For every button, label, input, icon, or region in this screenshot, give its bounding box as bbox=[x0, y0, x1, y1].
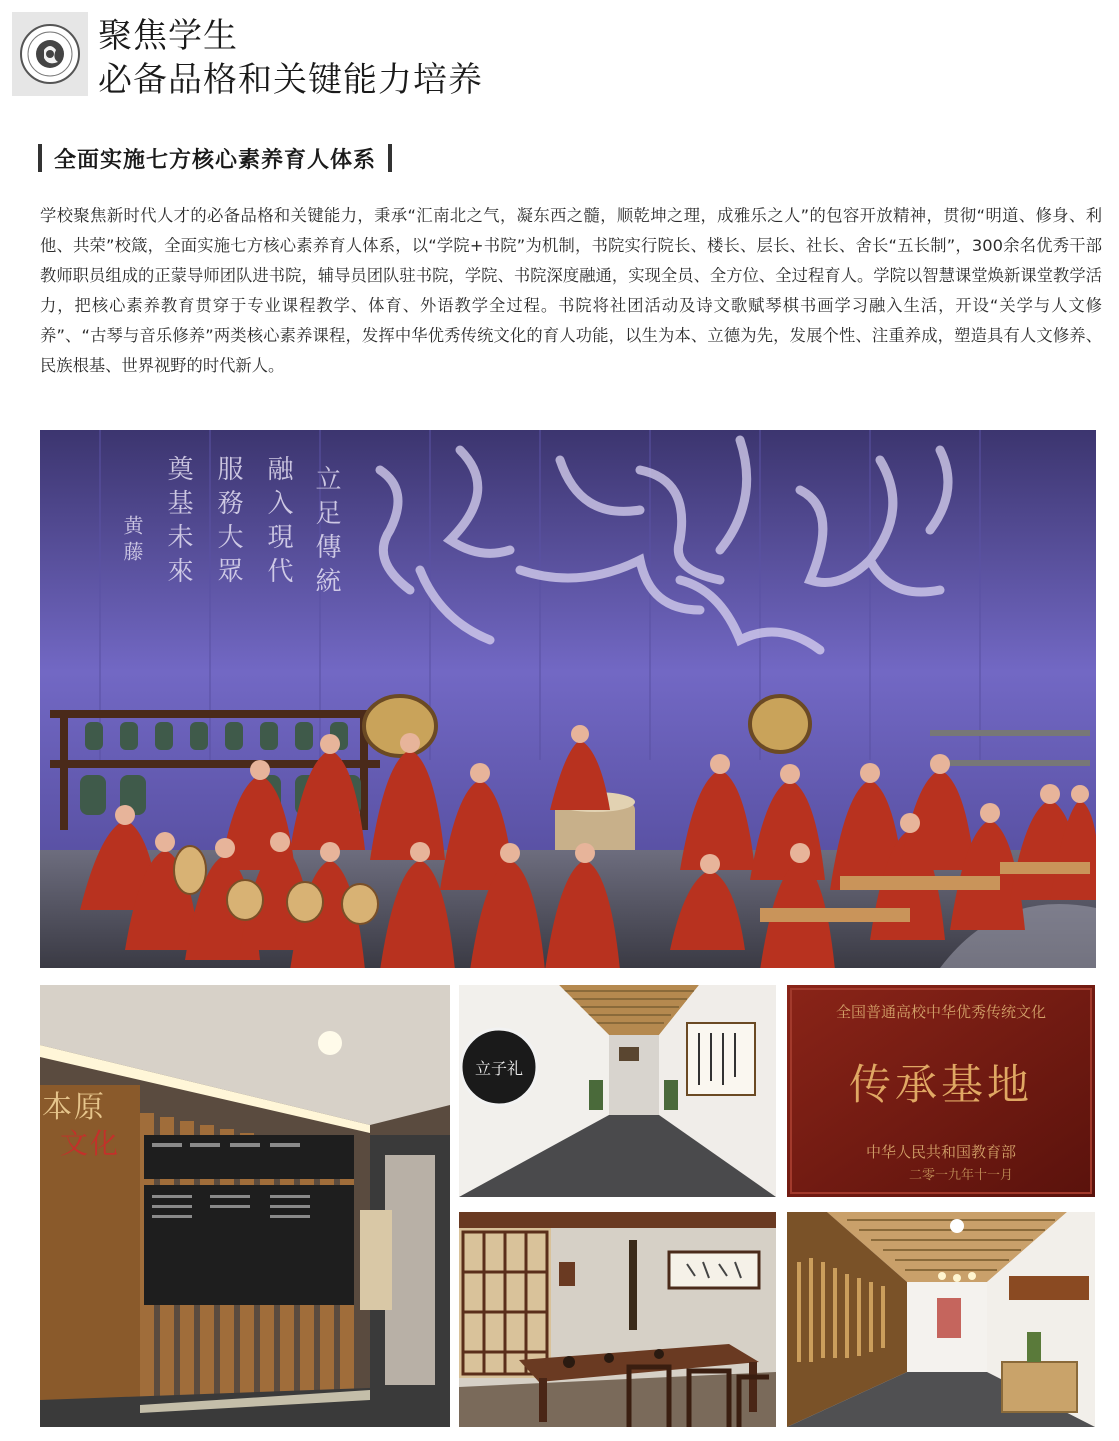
heading-bar-right bbox=[388, 144, 392, 172]
title-line-2: 必备品格和关键能力培养 bbox=[98, 60, 483, 100]
school-seal-icon bbox=[18, 22, 82, 86]
plaque-line-2: 传承基地 bbox=[848, 1060, 1034, 1109]
photo-culture-hall bbox=[40, 985, 450, 1427]
page-header bbox=[0, 0, 1119, 112]
school-logo bbox=[12, 12, 88, 96]
section-heading bbox=[38, 142, 392, 174]
plaque-line-1: 全国普通高校中华优秀传统文化 bbox=[835, 1003, 1047, 1021]
wall-sign-benyuan: 本原 bbox=[42, 1090, 106, 1125]
title-line-1: 聚焦学生 bbox=[98, 16, 238, 56]
poem-col-3: 服務大眾 bbox=[213, 455, 243, 591]
photo-gallery bbox=[787, 1212, 1095, 1427]
round-sign-text: 立子礼 bbox=[474, 1059, 524, 1078]
wall-sign-wenhua: 文化 bbox=[60, 1127, 121, 1160]
photo-corridor bbox=[459, 985, 776, 1197]
poem-signature: 黄藤 bbox=[120, 515, 144, 567]
body-paragraph: 学校聚焦新时代人才的必备品格和关键能力，秉承“汇南北之气，凝东西之髓，顺乾坤之理，成雅乐之人”的包容开放精神，贯彻“明道、修身、利他、共荣”校箴，全面实施七方核心素养育人体系，以“学院+书院”为机制，书院实行院长、楼长、层长、社长、舍长“五长制”，300余名优秀干部教师职员组成的正蒙导师团队进书院，辅导员团队驻书院，学院、书院深度融通，实现全员、全方位、全过程育人。学院以智慧课堂焕新课堂教学活力，把核心素养教育贯穿于专业课程教学、体育、外语教学全过程。书院将社团活动及诗文歌赋琴棋书画学习融入生活，开设“关学与人文修养”、“古琴与音乐修养”两类核心素养课程，发挥中华优秀传统文化的育人功能，以生为本、立德为先，发展个性、注重养成，塑造具有人文修养、民族根基、世界视野的时代新人。 bbox=[40, 206, 1102, 375]
page-title bbox=[98, 14, 483, 102]
heading-bar-left bbox=[38, 144, 42, 172]
photo-heritage-plaque bbox=[787, 985, 1095, 1197]
photo-tea-room bbox=[459, 1212, 776, 1427]
photo-concert bbox=[40, 430, 1096, 968]
poem-col-1: 立足傳統 bbox=[311, 465, 341, 601]
poem-col-2: 融入現代 bbox=[263, 455, 293, 591]
plaque-line-3: 中华人民共和国教育部 bbox=[865, 1143, 1017, 1161]
section-heading-text: 全面实施七方核心素养育人体系 bbox=[54, 147, 377, 173]
poem-col-4: 奠基未來 bbox=[163, 455, 193, 591]
plaque-line-4: 二零一九年十一月 bbox=[908, 1168, 1014, 1183]
